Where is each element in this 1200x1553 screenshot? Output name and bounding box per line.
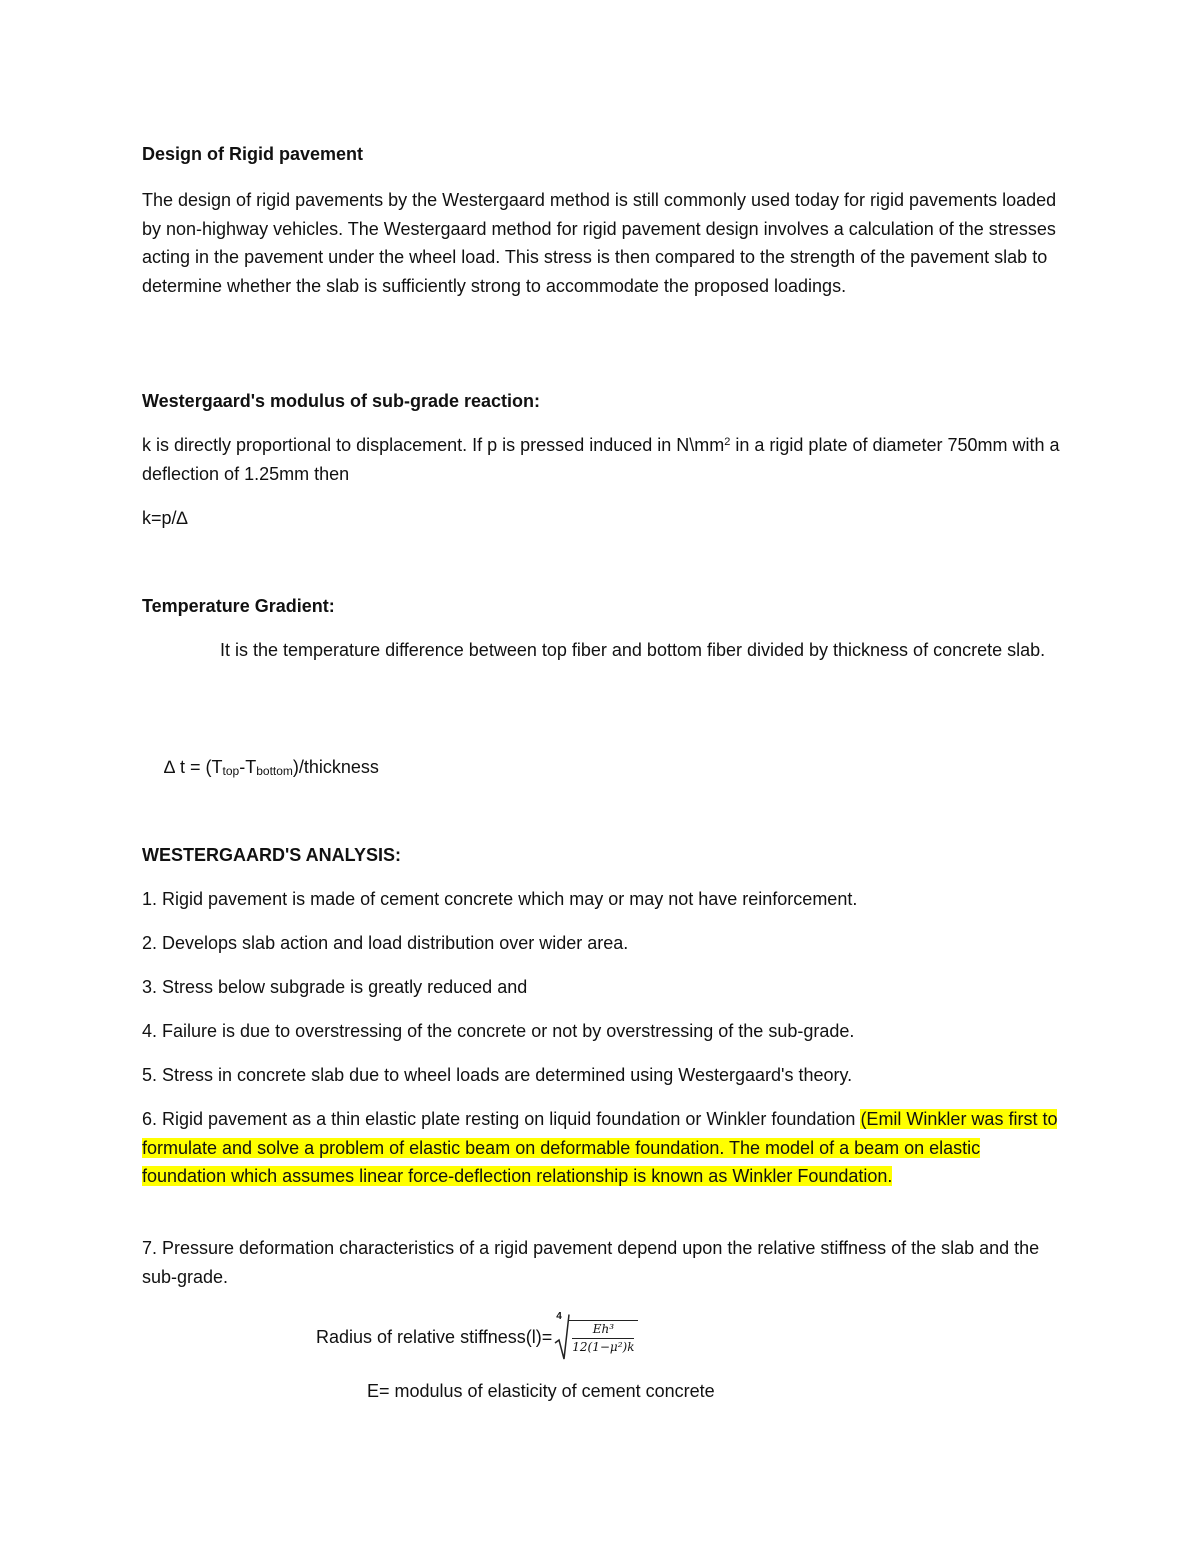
gradient-heading: Temperature Gradient: <box>142 596 335 616</box>
analysis-item-6 <box>142 1105 1062 1191</box>
gradient-paragraph: It is the temperature difference between top fiber and bottom fiber divided by thickness of concrete slab. <box>220 640 1046 660</box>
stiffness-label: Radius of relative stiffness(l)= <box>316 1326 553 1347</box>
analysis-item-7: 7. Pressure deformation characteristics of a rigid pavement depend upon the relative stiffness of the slab and the sub-grade. <box>142 1238 1040 1287</box>
fraction-numerator: Eh³ <box>572 1321 634 1339</box>
analysis-item-5: 5. Stress in concrete slab due to wheel loads are determined using Westergaard's theory. <box>142 1065 853 1085</box>
analysis-item-3: 3. Stress below subgrade is greatly reduced and <box>142 977 528 997</box>
analysis-item-6-text: 6. Rigid pavement as a thin elastic plate resting on liquid foundation or Winkler foundation <box>142 1109 861 1129</box>
analysis-item-4: 4. Failure is due to overstressing of the concrete or not by overstressing of the sub-grade. <box>142 1021 855 1041</box>
fraction-denominator: 12(1−μ²)k <box>572 1339 635 1354</box>
gradient-formula-a: ∆ t = (T <box>164 757 223 777</box>
modulus-heading: Westergaard's modulus of sub-grade reaction: <box>142 391 541 411</box>
gradient-formula-b: -T <box>239 757 257 777</box>
modulus-paragraph <box>142 431 1062 488</box>
document-title: Design of Rigid pavement <box>142 144 364 164</box>
intro-paragraph: The design of rigid pavements by the Westergaard method is still commonly used today for rigid pavements loaded by non-highway vehicles. The Westergaard method for rigid pavement design involves a calculation of the stresses acting in the pavement under the wheel load. This stress is then compared to the strength of the pavement slab to determine whether the slab is sufficiently strong to accommodate the proposed loadings. <box>142 190 1057 296</box>
definition-line: E= modulus of elasticity of cement concrete <box>367 1381 715 1401</box>
modulus-text-a: k is directly proportional to displacement. If p is pressed induced in N\mm <box>142 435 725 455</box>
gradient-formula-c: )/thickness <box>292 757 379 777</box>
analysis-item-2: 2. Develops slab action and load distribution over wider area. <box>142 933 629 953</box>
stiffness-fraction <box>568 1320 638 1355</box>
root-index: 4 <box>556 1311 562 1322</box>
modulus-text-b: in a rigid plate of diameter 750mm with a deflection of 1.25mm then <box>142 435 1060 484</box>
modulus-formula: k=p/∆ <box>142 508 188 528</box>
gradient-sub-top: top <box>222 764 240 778</box>
winkler-highlight: (Emil Winkler was first to formulate and solve a problem of elastic beam on deformable foundation. The model of a beam on elastic foundation which assumes linear force-deflection relationship is known as Winkler Foundation. <box>142 1109 1058 1186</box>
analysis-item-1: 1. Rigid pavement is made of cement concrete which may or may not have reinforcement. <box>142 889 858 909</box>
gradient-formula <box>164 753 1084 782</box>
fourth-root <box>554 1313 638 1361</box>
analysis-heading: WESTERGAARD'S ANALYSIS: <box>142 845 401 865</box>
stiffness-formula <box>316 1310 638 1364</box>
gradient-sub-bottom: bottom <box>256 764 293 778</box>
modulus-superscript: 2 <box>724 436 731 448</box>
